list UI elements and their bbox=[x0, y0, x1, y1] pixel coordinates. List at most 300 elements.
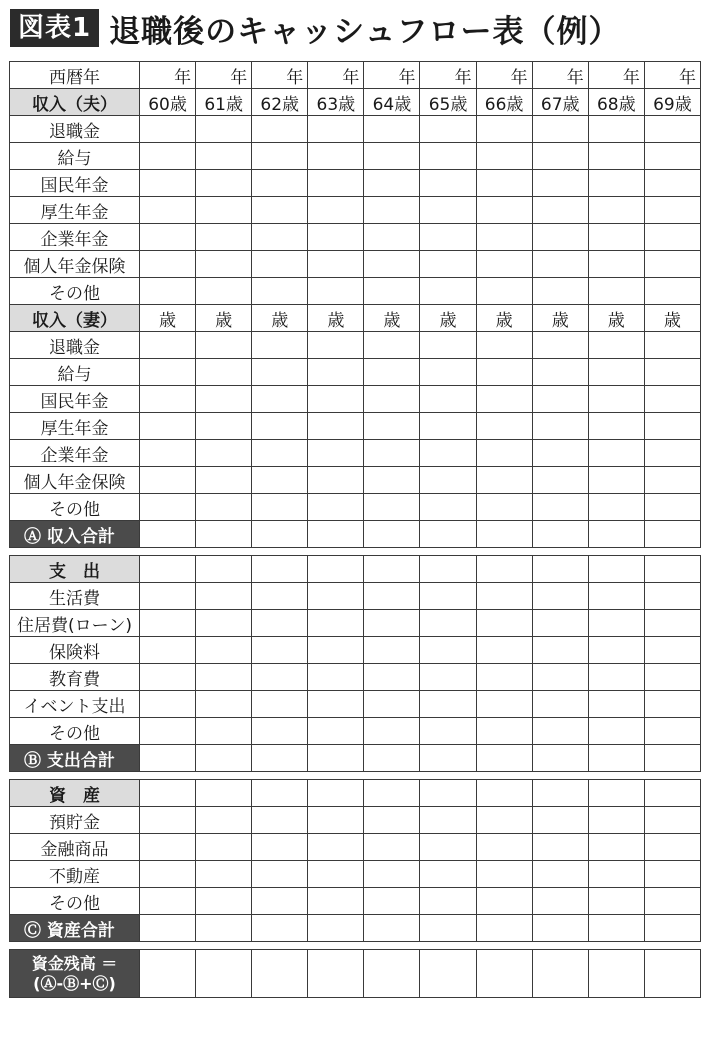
row-label: 国民年金 bbox=[10, 170, 140, 197]
table-cell bbox=[644, 386, 700, 413]
table-cell bbox=[532, 780, 588, 807]
table-cell bbox=[140, 664, 196, 691]
expense-item-row bbox=[10, 583, 701, 610]
table-cell bbox=[532, 915, 588, 942]
table-cell bbox=[420, 224, 476, 251]
year-cell: 年 bbox=[420, 62, 476, 89]
age-cell: 歳 bbox=[196, 305, 252, 332]
table-cell bbox=[476, 556, 532, 583]
table-cell bbox=[140, 224, 196, 251]
table-cell bbox=[140, 583, 196, 610]
row-label: その他 bbox=[10, 888, 140, 915]
age-cell: 61歳 bbox=[196, 89, 252, 116]
row-label: 保険料 bbox=[10, 637, 140, 664]
table-cell bbox=[644, 807, 700, 834]
table-cell bbox=[588, 251, 644, 278]
table-cell bbox=[196, 521, 252, 548]
table-cell bbox=[420, 116, 476, 143]
table-cell bbox=[588, 861, 644, 888]
row-label: 企業年金 bbox=[10, 440, 140, 467]
age-cell: 歳 bbox=[364, 305, 420, 332]
husband-item-row bbox=[10, 197, 701, 224]
table-cell bbox=[140, 467, 196, 494]
table-cell bbox=[308, 915, 364, 942]
table-cell bbox=[532, 950, 588, 998]
table-cell bbox=[364, 583, 420, 610]
cashflow-table bbox=[9, 61, 701, 998]
table-cell bbox=[532, 359, 588, 386]
table-cell bbox=[252, 143, 308, 170]
row-label: イベント支出 bbox=[10, 691, 140, 718]
table-cell bbox=[196, 691, 252, 718]
table-cell bbox=[476, 170, 532, 197]
table-cell bbox=[308, 197, 364, 224]
table-cell bbox=[588, 332, 644, 359]
year-cell: 年 bbox=[140, 62, 196, 89]
table-cell bbox=[588, 224, 644, 251]
year-cell: 年 bbox=[252, 62, 308, 89]
row-label: 資 産 bbox=[10, 780, 140, 807]
table-cell bbox=[252, 950, 308, 998]
wife-item-row bbox=[10, 413, 701, 440]
table-cell bbox=[532, 278, 588, 305]
wife-item-row bbox=[10, 386, 701, 413]
table-cell bbox=[140, 413, 196, 440]
table-cell bbox=[364, 332, 420, 359]
table-cell bbox=[308, 780, 364, 807]
figure-badge: 図表1 bbox=[10, 9, 99, 47]
row-label: 預貯金 bbox=[10, 807, 140, 834]
table-cell bbox=[420, 780, 476, 807]
table-cell bbox=[420, 556, 476, 583]
table-cell bbox=[532, 556, 588, 583]
row-label: 退職金 bbox=[10, 332, 140, 359]
table-cell bbox=[476, 915, 532, 942]
expense-total-row bbox=[10, 745, 701, 772]
table-cell bbox=[420, 915, 476, 942]
table-cell bbox=[364, 691, 420, 718]
table-cell bbox=[252, 610, 308, 637]
table-cell bbox=[644, 834, 700, 861]
table-cell bbox=[644, 780, 700, 807]
table-cell bbox=[308, 170, 364, 197]
table-cell bbox=[140, 780, 196, 807]
table-cell bbox=[588, 834, 644, 861]
table-cell bbox=[532, 834, 588, 861]
table-cell bbox=[644, 950, 700, 998]
table-cell bbox=[364, 664, 420, 691]
table-cell bbox=[140, 386, 196, 413]
table-cell bbox=[196, 359, 252, 386]
table-cell bbox=[252, 718, 308, 745]
table-cell bbox=[196, 637, 252, 664]
table-cell bbox=[308, 278, 364, 305]
table-cell bbox=[644, 440, 700, 467]
table-cell bbox=[140, 861, 196, 888]
table-cell bbox=[476, 521, 532, 548]
table-cell bbox=[196, 780, 252, 807]
table-cell bbox=[532, 467, 588, 494]
table-cell bbox=[140, 251, 196, 278]
table-cell bbox=[532, 440, 588, 467]
table-cell bbox=[476, 467, 532, 494]
table-cell bbox=[364, 386, 420, 413]
table-cell bbox=[252, 224, 308, 251]
age-cell: 歳 bbox=[308, 305, 364, 332]
table-cell bbox=[308, 950, 364, 998]
table-cell bbox=[252, 637, 308, 664]
table-cell bbox=[196, 467, 252, 494]
table-cell bbox=[644, 664, 700, 691]
husband-item-row bbox=[10, 278, 701, 305]
balance-label-line2: (Ⓐ-Ⓑ+Ⓒ) bbox=[33, 973, 116, 993]
table-cell bbox=[532, 745, 588, 772]
age-cell: 歳 bbox=[420, 305, 476, 332]
table-cell bbox=[644, 116, 700, 143]
asset-total-row bbox=[10, 915, 701, 942]
table-cell bbox=[476, 718, 532, 745]
table-cell bbox=[252, 278, 308, 305]
table-cell bbox=[588, 278, 644, 305]
table-cell bbox=[532, 610, 588, 637]
table-cell bbox=[140, 950, 196, 998]
year-cell: 年 bbox=[588, 62, 644, 89]
table-cell bbox=[588, 467, 644, 494]
table-cell bbox=[644, 610, 700, 637]
row-label: Ⓑ 支出合計 bbox=[10, 745, 140, 772]
table-cell bbox=[308, 664, 364, 691]
table-cell bbox=[364, 718, 420, 745]
table-cell bbox=[252, 251, 308, 278]
table-cell bbox=[532, 691, 588, 718]
table-cell bbox=[196, 556, 252, 583]
table-cell bbox=[196, 610, 252, 637]
table-cell bbox=[420, 359, 476, 386]
table-cell bbox=[420, 637, 476, 664]
table-cell bbox=[364, 950, 420, 998]
table-cell bbox=[252, 332, 308, 359]
age-cell: 64歳 bbox=[364, 89, 420, 116]
table-cell bbox=[308, 610, 364, 637]
wife-item-row bbox=[10, 467, 701, 494]
table-cell bbox=[196, 950, 252, 998]
expense-item-row bbox=[10, 637, 701, 664]
year-cell: 年 bbox=[532, 62, 588, 89]
expense-item-row bbox=[10, 718, 701, 745]
table-cell bbox=[252, 915, 308, 942]
table-cell bbox=[364, 521, 420, 548]
husband-item-row bbox=[10, 116, 701, 143]
row-label: 厚生年金 bbox=[10, 197, 140, 224]
expense-item-row bbox=[10, 664, 701, 691]
asset-item-row bbox=[10, 861, 701, 888]
table-cell bbox=[644, 637, 700, 664]
table-cell bbox=[588, 950, 644, 998]
table-cell bbox=[532, 664, 588, 691]
table-cell bbox=[140, 745, 196, 772]
table-cell bbox=[364, 745, 420, 772]
table-cell bbox=[140, 691, 196, 718]
table-cell bbox=[644, 197, 700, 224]
table-cell bbox=[140, 637, 196, 664]
balance-label-line1: 資金残高 ＝ bbox=[31, 953, 118, 973]
table-cell bbox=[140, 494, 196, 521]
row-label: 生活費 bbox=[10, 583, 140, 610]
table-cell bbox=[196, 718, 252, 745]
table-cell bbox=[140, 834, 196, 861]
figure-title: 退職後のキャッシュフロー表（例） bbox=[109, 13, 621, 50]
table-cell bbox=[420, 888, 476, 915]
table-cell bbox=[140, 915, 196, 942]
table-cell bbox=[588, 637, 644, 664]
table-cell bbox=[644, 556, 700, 583]
table-cell bbox=[420, 278, 476, 305]
asset-item-row bbox=[10, 888, 701, 915]
table-cell bbox=[588, 807, 644, 834]
table-cell bbox=[420, 197, 476, 224]
table-cell bbox=[588, 664, 644, 691]
row-label: 厚生年金 bbox=[10, 413, 140, 440]
table-cell bbox=[420, 583, 476, 610]
age-cell: 65歳 bbox=[420, 89, 476, 116]
table-cell bbox=[420, 745, 476, 772]
table-cell bbox=[588, 718, 644, 745]
table-cell bbox=[476, 386, 532, 413]
table-cell bbox=[252, 807, 308, 834]
row-label: 個人年金保険 bbox=[10, 251, 140, 278]
table-cell bbox=[364, 278, 420, 305]
table-cell bbox=[308, 718, 364, 745]
table-cell bbox=[532, 386, 588, 413]
table-cell bbox=[308, 888, 364, 915]
asset-header-row bbox=[10, 780, 701, 807]
table-cell bbox=[140, 170, 196, 197]
table-cell bbox=[308, 583, 364, 610]
table-cell bbox=[532, 521, 588, 548]
row-label: 不動産 bbox=[10, 861, 140, 888]
table-cell bbox=[420, 807, 476, 834]
husband-item-row bbox=[10, 143, 701, 170]
age-cell: 67歳 bbox=[532, 89, 588, 116]
figure-header bbox=[10, 6, 620, 50]
table-cell bbox=[140, 116, 196, 143]
row-label: 住居費(ローン) bbox=[10, 610, 140, 637]
table-cell bbox=[252, 359, 308, 386]
section-separator bbox=[10, 772, 701, 780]
table-cell bbox=[532, 861, 588, 888]
table-cell bbox=[588, 413, 644, 440]
table-cell bbox=[420, 691, 476, 718]
table-cell bbox=[420, 718, 476, 745]
table-cell bbox=[420, 332, 476, 359]
table-cell bbox=[252, 664, 308, 691]
table-cell bbox=[140, 143, 196, 170]
table-cell bbox=[476, 745, 532, 772]
table-cell bbox=[588, 116, 644, 143]
age-cell: 歳 bbox=[476, 305, 532, 332]
table-cell bbox=[420, 467, 476, 494]
table-cell bbox=[364, 413, 420, 440]
row-label: その他 bbox=[10, 718, 140, 745]
table-cell bbox=[364, 610, 420, 637]
table-cell bbox=[252, 745, 308, 772]
table-cell bbox=[196, 332, 252, 359]
table-cell bbox=[644, 915, 700, 942]
age-cell: 歳 bbox=[252, 305, 308, 332]
row-label: 個人年金保険 bbox=[10, 467, 140, 494]
table-cell bbox=[364, 915, 420, 942]
table-cell bbox=[308, 494, 364, 521]
table-cell bbox=[252, 521, 308, 548]
table-cell bbox=[644, 413, 700, 440]
table-cell bbox=[308, 745, 364, 772]
table-cell bbox=[252, 861, 308, 888]
table-cell bbox=[588, 556, 644, 583]
row-label: 金融商品 bbox=[10, 834, 140, 861]
table-cell bbox=[252, 834, 308, 861]
table-cell bbox=[252, 494, 308, 521]
row-label: 収入（夫） bbox=[10, 89, 140, 116]
table-cell bbox=[476, 691, 532, 718]
table-cell bbox=[196, 143, 252, 170]
table-cell bbox=[476, 807, 532, 834]
table-cell bbox=[588, 583, 644, 610]
table-cell bbox=[364, 780, 420, 807]
table-cell bbox=[364, 359, 420, 386]
wife-item-row bbox=[10, 359, 701, 386]
table-cell bbox=[308, 637, 364, 664]
table-cell bbox=[476, 332, 532, 359]
table-cell bbox=[420, 170, 476, 197]
age-cell: 60歳 bbox=[140, 89, 196, 116]
table-cell bbox=[476, 888, 532, 915]
table-cell bbox=[644, 224, 700, 251]
table-cell bbox=[644, 888, 700, 915]
table-cell bbox=[364, 888, 420, 915]
table-cell bbox=[252, 170, 308, 197]
table-cell bbox=[532, 197, 588, 224]
table-cell bbox=[476, 143, 532, 170]
table-cell bbox=[476, 637, 532, 664]
husband-item-row bbox=[10, 251, 701, 278]
table-cell bbox=[476, 413, 532, 440]
table-cell bbox=[196, 888, 252, 915]
table-cell bbox=[644, 718, 700, 745]
age-cell: 歳 bbox=[140, 305, 196, 332]
table-cell bbox=[476, 440, 532, 467]
table-cell bbox=[364, 170, 420, 197]
age-cell: 66歳 bbox=[476, 89, 532, 116]
table-cell bbox=[532, 332, 588, 359]
year-cell: 年 bbox=[476, 62, 532, 89]
table-cell bbox=[196, 197, 252, 224]
table-cell bbox=[308, 834, 364, 861]
table-cell bbox=[420, 413, 476, 440]
wife-income-row bbox=[10, 305, 701, 332]
table-cell bbox=[644, 691, 700, 718]
table-cell bbox=[420, 664, 476, 691]
table-cell bbox=[196, 834, 252, 861]
table-cell bbox=[588, 143, 644, 170]
table-cell bbox=[476, 251, 532, 278]
table-cell bbox=[532, 413, 588, 440]
table-cell bbox=[588, 915, 644, 942]
balance-label bbox=[10, 950, 140, 998]
year-row bbox=[10, 62, 701, 89]
table-cell bbox=[420, 521, 476, 548]
table-cell bbox=[196, 745, 252, 772]
table-cell bbox=[252, 386, 308, 413]
table-cell bbox=[140, 807, 196, 834]
wife-item-row bbox=[10, 332, 701, 359]
table-cell bbox=[364, 556, 420, 583]
husband-item-row bbox=[10, 224, 701, 251]
asset-item-row bbox=[10, 834, 701, 861]
table-cell bbox=[308, 861, 364, 888]
row-label: その他 bbox=[10, 278, 140, 305]
section-separator bbox=[10, 548, 701, 556]
row-label: 企業年金 bbox=[10, 224, 140, 251]
table-cell bbox=[476, 494, 532, 521]
table-cell bbox=[140, 718, 196, 745]
table-cell bbox=[420, 143, 476, 170]
table-cell bbox=[420, 494, 476, 521]
table-cell bbox=[476, 780, 532, 807]
table-cell bbox=[140, 197, 196, 224]
row-label: 給与 bbox=[10, 359, 140, 386]
table-cell bbox=[532, 494, 588, 521]
year-cell: 年 bbox=[644, 62, 700, 89]
table-cell bbox=[196, 170, 252, 197]
table-cell bbox=[364, 494, 420, 521]
table-cell bbox=[644, 583, 700, 610]
age-cell: 68歳 bbox=[588, 89, 644, 116]
table-cell bbox=[308, 143, 364, 170]
table-cell bbox=[364, 143, 420, 170]
table-cell bbox=[476, 197, 532, 224]
table-cell bbox=[140, 556, 196, 583]
income-total-row bbox=[10, 521, 701, 548]
table-cell bbox=[308, 224, 364, 251]
table-cell bbox=[252, 440, 308, 467]
table-cell bbox=[308, 440, 364, 467]
table-cell bbox=[196, 664, 252, 691]
row-label: 給与 bbox=[10, 143, 140, 170]
row-label: Ⓐ 収入合計 bbox=[10, 521, 140, 548]
table-cell bbox=[420, 950, 476, 998]
table-cell bbox=[196, 413, 252, 440]
table-cell bbox=[364, 197, 420, 224]
table-cell bbox=[364, 807, 420, 834]
table-cell bbox=[644, 359, 700, 386]
table-cell bbox=[532, 143, 588, 170]
table-cell bbox=[532, 170, 588, 197]
table-cell bbox=[252, 197, 308, 224]
table-cell bbox=[644, 143, 700, 170]
table-cell bbox=[140, 278, 196, 305]
table-cell bbox=[532, 807, 588, 834]
age-cell: 63歳 bbox=[308, 89, 364, 116]
table-cell bbox=[252, 116, 308, 143]
table-cell bbox=[308, 556, 364, 583]
table-cell bbox=[196, 861, 252, 888]
table-cell bbox=[308, 413, 364, 440]
table-cell bbox=[420, 610, 476, 637]
table-cell bbox=[476, 861, 532, 888]
table-cell bbox=[252, 556, 308, 583]
row-label: 西暦年 bbox=[10, 62, 140, 89]
table-cell bbox=[140, 610, 196, 637]
